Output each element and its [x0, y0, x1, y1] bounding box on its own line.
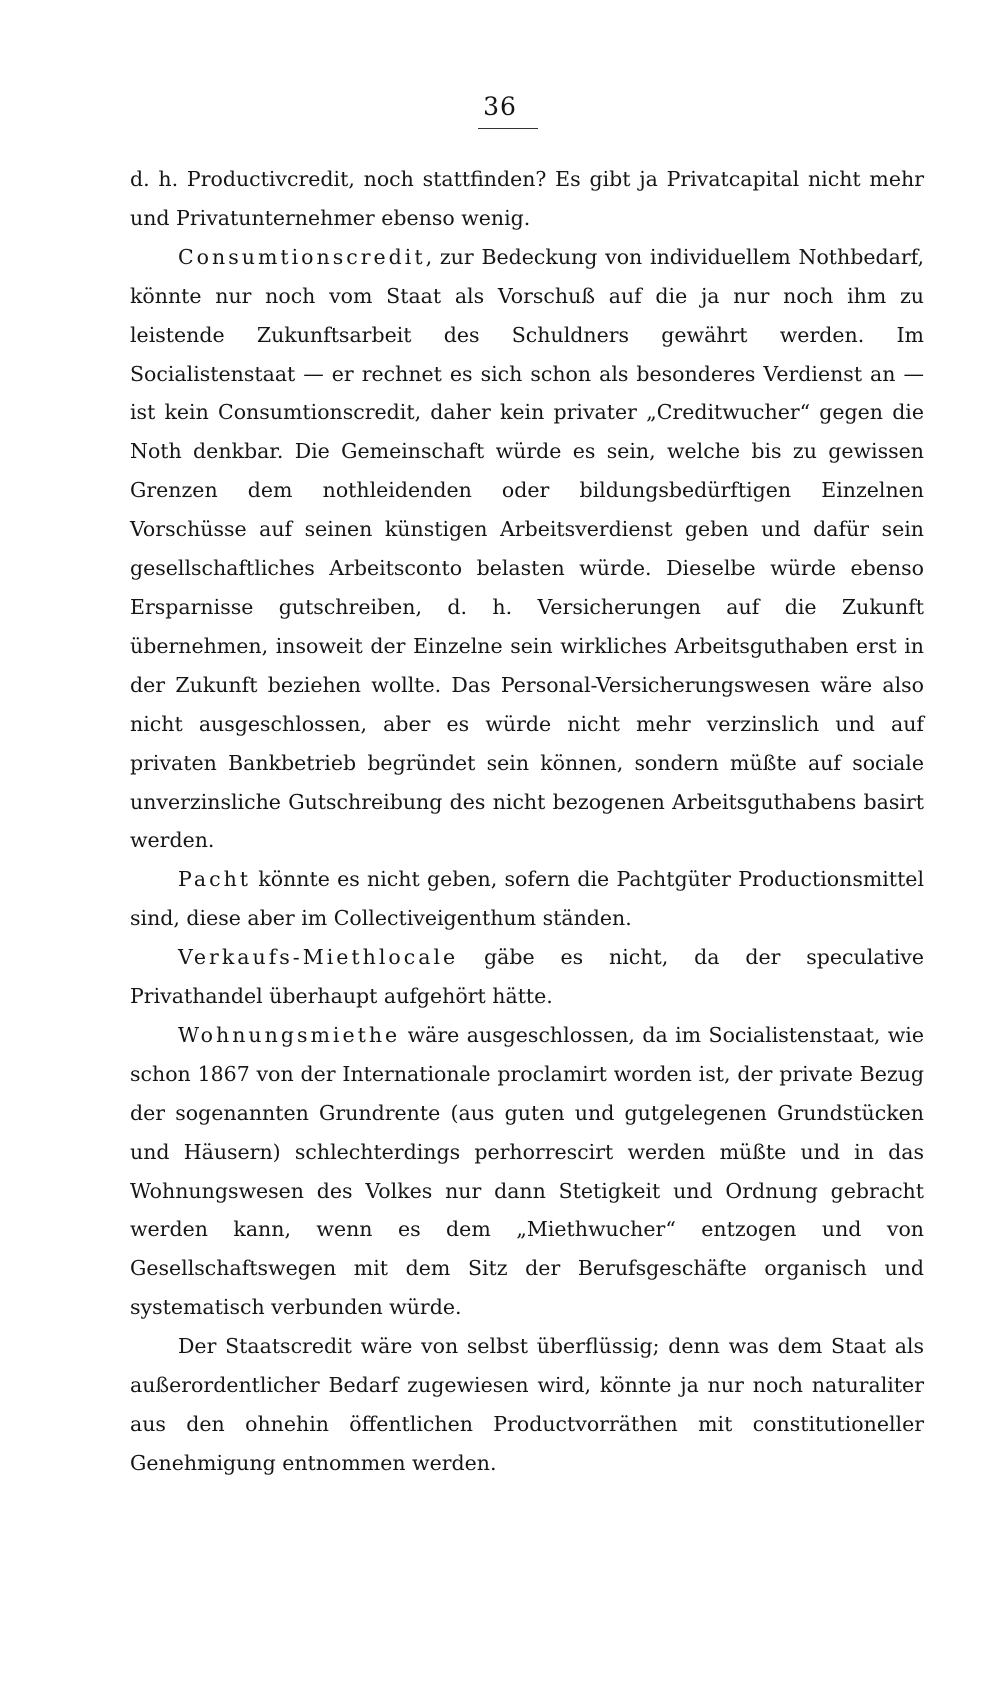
body-text — [130, 160, 924, 1483]
page-number: 36 — [483, 92, 517, 121]
paragraph-lead-term: Wohnungsmiethe — [178, 1022, 401, 1047]
page-number-rule — [478, 128, 538, 129]
paragraph-lead-term: Consumtionscredit — [178, 244, 426, 269]
paragraph-text: könnte es nicht geben, sofern die Pachtgüter Productionsmittel sind, diese aber im Collectiveigenthum ständen. — [130, 867, 924, 931]
paragraph-consumtionscredit — [130, 238, 924, 861]
paragraph-text: gäbe es nicht, da der speculative Privathandel überhaupt aufgehört hätte. — [130, 945, 924, 1009]
paragraph-text: wäre ausgeschlossen, da im Socialistenstaat, wie schon 1867 von der Internationale proclamirt worden ist, der private Bezug der sogenannten Grundrente (aus guten und gutgelegenen Grundstücken und Häusern) schlechterdings perhorrescirt werden müßte und in das Wohnungswesen des Volkes nur dann Stetigkeit und Ordnung gebracht werden kann, wenn es dem „Miethwucher“ entzogen und von Gesellschaftswegen mit dem Sitz der Berufsgeschäfte organisch und systematisch verbunden würde. — [130, 1022, 924, 1320]
paragraph-text: , zur Bedeckung von individuellem Nothbedarf, könnte nur noch vom Staat als Vorschuß auf die ja nur noch ihm zu leistende Zukunftsarbeit des Schuldners gewährt werden. Im Socialistenstaat — er rechnet es sich schon als besonderes Verdienst an — ist kein Consumtionscredit, daher kein privater „Creditwucher“ gegen die Noth denkbar. Die Gemeinschaft würde es sein, welche bis zu gewissen Grenzen dem nothleidenden oder bildungsbedürftigen Einzelnen Vorschüsse auf seinen künstigen Arbeitsverdienst geben und dafür sein gesellschaftliches Arbeitsconto belasten würde. Dieselbe würde ebenso Ersparnisse gutschreiben, d. h. Versicherungen auf die Zukunft übernehmen, insoweit der Einzelne sein wirkliches Arbeitsguthaben erst in der Zukunft beziehen wollte. Das Personal-Versicherungswesen wäre also nicht ausgeschlossen, aber es würde nicht mehr verzinslich und auf privaten Bankbetrieb begründet sein können, sondern müßte auf sociale unverzinsliche Gutschreibung des nicht bezogenen Arbeitsguthabens basirt werden. — [130, 244, 924, 853]
paragraph-verkaufs-miethlocale — [130, 938, 924, 1016]
paragraph-lead-term: Pacht — [178, 867, 252, 892]
paragraph-lead-term: Verkaufs-Miethlocale — [178, 945, 459, 970]
paragraph-text: Der Staatscredit wäre von selbst überflüssig; denn was dem Staat als außerordentlicher Bedarf zugewiesen wird, könnte ja nur noch naturaliter aus den ohnehin öffentlichen Productvorräthen mit constitutioneller Genehmigung entnommen werden. — [130, 1334, 924, 1475]
paragraph-text: d. h. Productivcredit, noch stattfinden? Es gibt ja Privatcapital nicht mehr und Privatunternehmer ebenso wenig. — [130, 167, 924, 230]
paragraph-staatscredit — [130, 1327, 924, 1483]
paragraph-wohnungsmiethe — [130, 1016, 924, 1327]
paragraph-pacht — [130, 860, 924, 938]
paragraph-productivcredit — [130, 160, 924, 238]
